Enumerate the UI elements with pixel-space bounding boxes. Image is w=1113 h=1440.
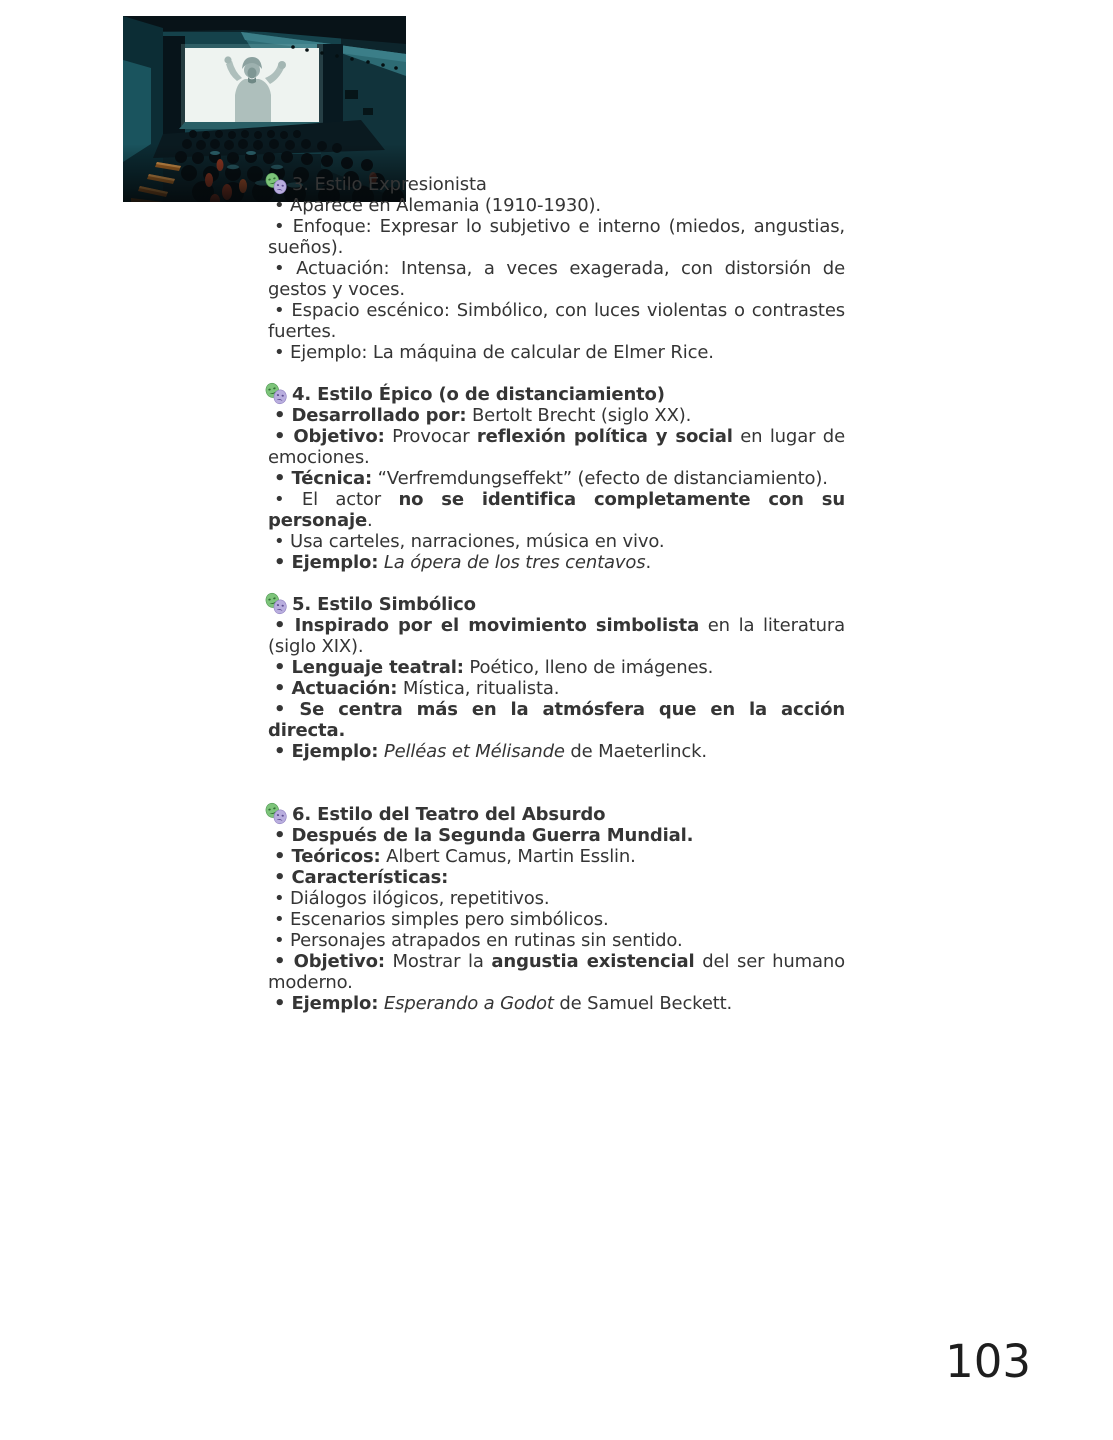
text-segment: • Ejemplo: (274, 993, 379, 1014)
paragraph (268, 426, 845, 468)
paragraph (268, 846, 845, 867)
paragraph (268, 930, 845, 951)
text-segment: del ser humano moderno. (268, 951, 845, 993)
theater-masks-icon (264, 802, 289, 825)
text-segment: de Maeterlinck. (564, 741, 707, 762)
text-segment: • Objetivo: (274, 426, 385, 447)
text-segment: en lugar de emociones. (268, 426, 845, 468)
paragraph (268, 699, 845, 741)
section-heading (268, 382, 845, 405)
section-3 (268, 172, 845, 363)
section-4 (268, 382, 845, 573)
paragraph (268, 867, 845, 888)
paragraph (268, 405, 845, 426)
text-segment: • Actuación: (274, 678, 398, 699)
text-segment: • Teóricos: (274, 846, 381, 867)
paragraph (268, 657, 845, 678)
section-title: 6. Estilo del Teatro del Absurdo (292, 804, 606, 825)
text-segment: de Samuel Beckett. (553, 993, 733, 1014)
paragraph (268, 615, 845, 657)
text-segment: • Características: (274, 867, 449, 888)
theater-masks-icon (264, 382, 289, 405)
paragraph (268, 951, 845, 993)
text-segment: Mística, ritualista. (397, 678, 560, 699)
text-segment: Poético, lleno de imágenes. (463, 657, 714, 678)
section-heading (268, 592, 845, 615)
text-segment: Provocar (384, 426, 477, 447)
text-segment: • Ejemplo: (274, 741, 379, 762)
text-segment: • Enfoque: Expresar lo subjetivo e interno (miedos, angustias, sueños). (268, 216, 845, 258)
paragraph (268, 300, 845, 342)
paragraph (268, 552, 845, 573)
paragraph (268, 342, 845, 363)
theater-masks-icon (264, 592, 289, 615)
text-segment: • Usa carteles, narraciones, música en vivo. (274, 531, 665, 552)
text-segment: . (367, 510, 373, 531)
paragraph (268, 909, 845, 930)
text-segment: “Verfremdungseffekt” (efecto de distanciamiento). (372, 468, 828, 489)
paragraph (268, 825, 845, 846)
text-segment: Albert Camus, Martin Esslin. (380, 846, 636, 867)
text-segment: • Objetivo: (274, 951, 385, 972)
text-segment: • Diálogos ilógicos, repetitivos. (274, 888, 550, 909)
text-segment: Técnica: (291, 468, 373, 489)
text-segment: en la literatura (siglo XIX). (268, 615, 845, 657)
paragraph (268, 468, 845, 489)
text-segment: no se identifica completamente con su personaje (268, 489, 845, 531)
text-segment: angustia existencial (491, 951, 695, 972)
text-segment: Esperando a Godot (383, 993, 554, 1014)
section-5 (268, 592, 845, 762)
text-segment: Mostrar la (384, 951, 492, 972)
text-segment: • Desarrollado por: (274, 405, 467, 426)
text-segment: • Espacio escénico: Simbólico, con luces violentas o contrastes fuertes. (268, 300, 845, 342)
paragraph (268, 993, 845, 1014)
text-segment: Bertolt Brecht (siglo XX). (466, 405, 692, 426)
paragraph (268, 489, 845, 531)
text-segment: La ópera de los tres centavos (383, 552, 646, 573)
text-segment: • Personajes atrapados en rutinas sin sentido. (274, 930, 683, 951)
text-segment: • (274, 468, 292, 489)
section-title: 5. Estilo Simbólico (292, 594, 476, 615)
paragraph (268, 678, 845, 699)
section-heading (268, 802, 845, 825)
paragraph (268, 216, 845, 258)
paragraph (268, 741, 845, 762)
section-heading (268, 172, 845, 195)
section-title: 3. Estilo Expresionista (292, 174, 487, 195)
text-segment: reflexión política y social (476, 426, 733, 447)
section-6 (268, 802, 845, 1014)
text-segment: • Ejemplo: (274, 552, 379, 573)
text-segment: • Aparece en Alemania (1910-1930). (274, 195, 601, 216)
text-segment: • Lenguaje teatral: (274, 657, 464, 678)
paragraph (268, 195, 845, 216)
text-segment: . (645, 552, 652, 573)
text-segment: • Inspirado por el movimiento simbolista (274, 615, 700, 636)
content (268, 172, 845, 1014)
text-segment: • Después de la Segunda Guerra Mundial. (274, 825, 694, 846)
text-segment: • Ejemplo: La máquina de calcular de Elmer Rice. (274, 342, 714, 363)
text-segment: • Escenarios simples pero simbólicos. (274, 909, 609, 930)
page-number: 103 (945, 1335, 1031, 1388)
theater-masks-icon (264, 172, 289, 195)
text-segment: • Se centra más en la atmósfera que en la acción directa. (268, 699, 845, 741)
paragraph (268, 888, 845, 909)
text-segment: • El actor (274, 489, 399, 510)
text-segment: Pelléas et Mélisande (383, 741, 565, 762)
paragraph (268, 258, 845, 300)
section-title: 4. Estilo Épico (o de distanciamiento) (292, 384, 665, 405)
paragraph (268, 531, 845, 552)
text-segment: • Actuación: Intensa, a veces exagerada, con distorsión de gestos y voces. (268, 258, 845, 300)
